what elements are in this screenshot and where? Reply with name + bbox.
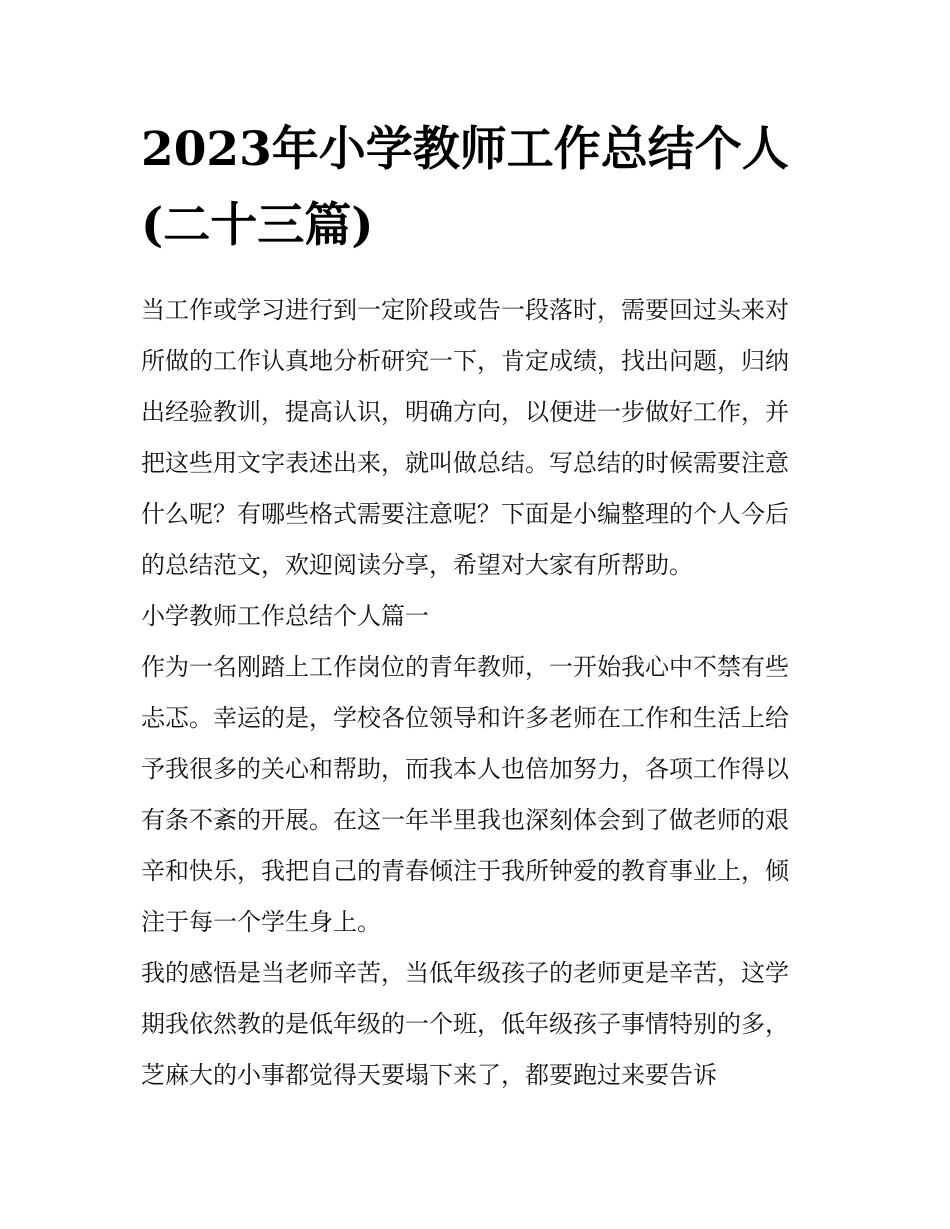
paragraph-line: 注于每一个学生身上。 <box>141 908 381 936</box>
intro-paragraph <box>141 285 813 591</box>
paragraph-1 <box>141 642 813 948</box>
paragraph-line: 忐忑。幸运的是，学校各位领导和许多老师在工作和生活上给 <box>141 704 789 732</box>
document-body <box>141 285 813 1101</box>
paragraph-2 <box>141 948 813 1101</box>
title-line-1: 2023年小学教师工作总结个人 <box>141 122 789 177</box>
document-content <box>141 112 813 1101</box>
intro-line: 的总结范文，欢迎阅读分享，希望对大家有所帮助。 <box>141 551 693 579</box>
paragraph-line: 予我很多的关心和帮助，而我本人也倍加努力，各项工作得以 <box>141 755 789 783</box>
paragraph-line: 有条不紊的开展。在这一年半里我也深刻体会到了做老师的艰 <box>141 806 789 834</box>
intro-line: 所做的工作认真地分析研究一下，肯定成绩，找出问题，归纳 <box>141 347 789 375</box>
intro-line: 出经验教训，提高认识，明确方向，以便进一步做好工作，并 <box>141 398 789 426</box>
intro-line: 什么呢？有哪些格式需要注意呢？下面是小编整理的个人今后 <box>141 500 789 528</box>
intro-line: 把这些用文字表述出来，就叫做总结。写总结的时候需要注意 <box>141 449 789 477</box>
section-heading: 小学教师工作总结个人篇一 <box>141 602 429 630</box>
paragraph-line: 我的感悟是当老师辛苦，当低年级孩子的老师更是辛苦，这学 <box>141 959 789 987</box>
title-line-2: (二十三篇) <box>141 198 374 253</box>
paragraph-line: 辛和快乐，我把自己的青春倾注于我所钟爱的教育事业上，倾 <box>141 857 789 885</box>
paragraph-line: 期我依然教的是低年级的一个班，低年级孩子事情特别的多， <box>141 1010 789 1038</box>
intro-line: 当工作或学习进行到一定阶段或告一段落时，需要回过头来对 <box>141 296 789 324</box>
document-title <box>141 112 813 264</box>
paragraph-line: 芝麻大的小事都觉得天要塌下来了，都要跑过来要告诉 <box>141 1061 717 1089</box>
paragraph-line: 作为一名刚踏上工作岗位的青年教师，一开始我心中不禁有些 <box>141 653 789 681</box>
